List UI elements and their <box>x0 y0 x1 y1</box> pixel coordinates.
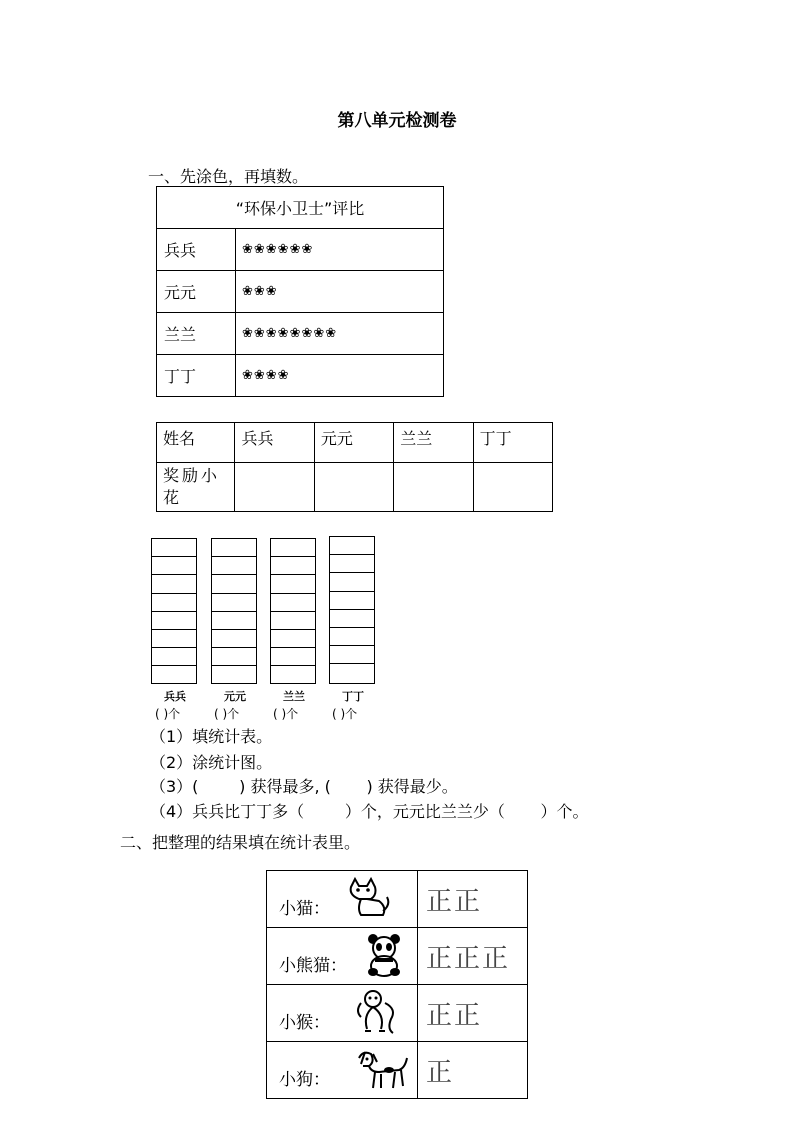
chart-column[interactable] <box>329 536 375 684</box>
animal-label: 小猴： <box>279 1013 330 1033</box>
rating-table-header: “环保小卫士”评比 <box>157 187 444 229</box>
stat-header: 兵兵 <box>235 423 314 463</box>
stat-header: 姓名 <box>157 423 235 463</box>
stat-header: 丁丁 <box>473 423 552 463</box>
rating-name: 元元 <box>157 271 236 313</box>
chart-count-blank[interactable]: ( )个 <box>332 707 358 721</box>
chart-column-label: 元元 <box>224 690 246 703</box>
section-1-heading: 一、先涂色，再填数。 <box>148 167 309 186</box>
tally-cell: 正正正 <box>418 928 528 985</box>
stat-blank-cell[interactable] <box>473 463 552 512</box>
chart-column[interactable] <box>151 538 197 684</box>
rating-name: 兰兰 <box>157 313 236 355</box>
page-title: 第八单元检测卷 <box>337 111 457 131</box>
chart-column-label: 兵兵 <box>164 690 186 703</box>
monkey-icon <box>353 989 399 1037</box>
animal-cell <box>267 871 418 928</box>
question-2: （2）涂统计图。 <box>150 753 273 772</box>
rating-table <box>156 186 444 397</box>
chart-count-blank[interactable]: ( )个 <box>273 707 299 721</box>
chart-count-blank[interactable]: ( )个 <box>214 707 240 721</box>
stat-blank-cell[interactable] <box>235 463 314 512</box>
animal-cell <box>267 1042 418 1099</box>
rating-flowers: ❀❀❀❀❀❀ <box>236 229 444 271</box>
rating-flowers: ❀❀❀ <box>236 271 444 313</box>
rating-name: 丁丁 <box>157 355 236 397</box>
stat-header: 兰兰 <box>394 423 473 463</box>
tally-cell: 正 <box>418 1042 528 1099</box>
stat-blank-cell[interactable] <box>394 463 473 512</box>
animal-cell <box>267 985 418 1042</box>
chart-column-label: 兰兰 <box>283 690 305 703</box>
question-4: （4）兵兵比丁丁多（ ）个，元元比兰兰少（ ）个。 <box>150 802 589 821</box>
chart-column[interactable] <box>211 538 257 684</box>
animal-label: 小狗： <box>279 1070 330 1090</box>
animal-label: 小猫： <box>279 899 330 919</box>
rating-name: 兵兵 <box>157 229 236 271</box>
question-3: （3）( ) 获得最多, ( ) 获得最少。 <box>150 777 458 796</box>
panda-icon <box>365 932 405 978</box>
stat-header: 元元 <box>314 423 393 463</box>
chart-count-blank[interactable]: ( )个 <box>155 707 181 721</box>
animal-label: 小熊猫： <box>279 956 347 976</box>
tally-cell: 正正 <box>418 985 528 1042</box>
animal-cell <box>267 928 418 985</box>
chart-column[interactable] <box>270 538 316 684</box>
question-1: （1）填统计表。 <box>150 727 273 746</box>
stat-blank-cell[interactable] <box>314 463 393 512</box>
animal-tally-table <box>266 870 528 1099</box>
rating-flowers: ❀❀❀❀ <box>236 355 444 397</box>
dog-icon <box>355 1048 413 1094</box>
stat-table <box>156 422 553 512</box>
tally-cell: 正正 <box>418 871 528 928</box>
section-2-heading: 二、把整理的结果填在统计表里。 <box>120 833 361 852</box>
rating-flowers: ❀❀❀❀❀❀❀❀ <box>236 313 444 355</box>
stat-row-label: 奖励小花 <box>157 463 235 512</box>
cat-icon <box>345 877 391 919</box>
chart-column-label: 丁丁 <box>342 690 364 703</box>
